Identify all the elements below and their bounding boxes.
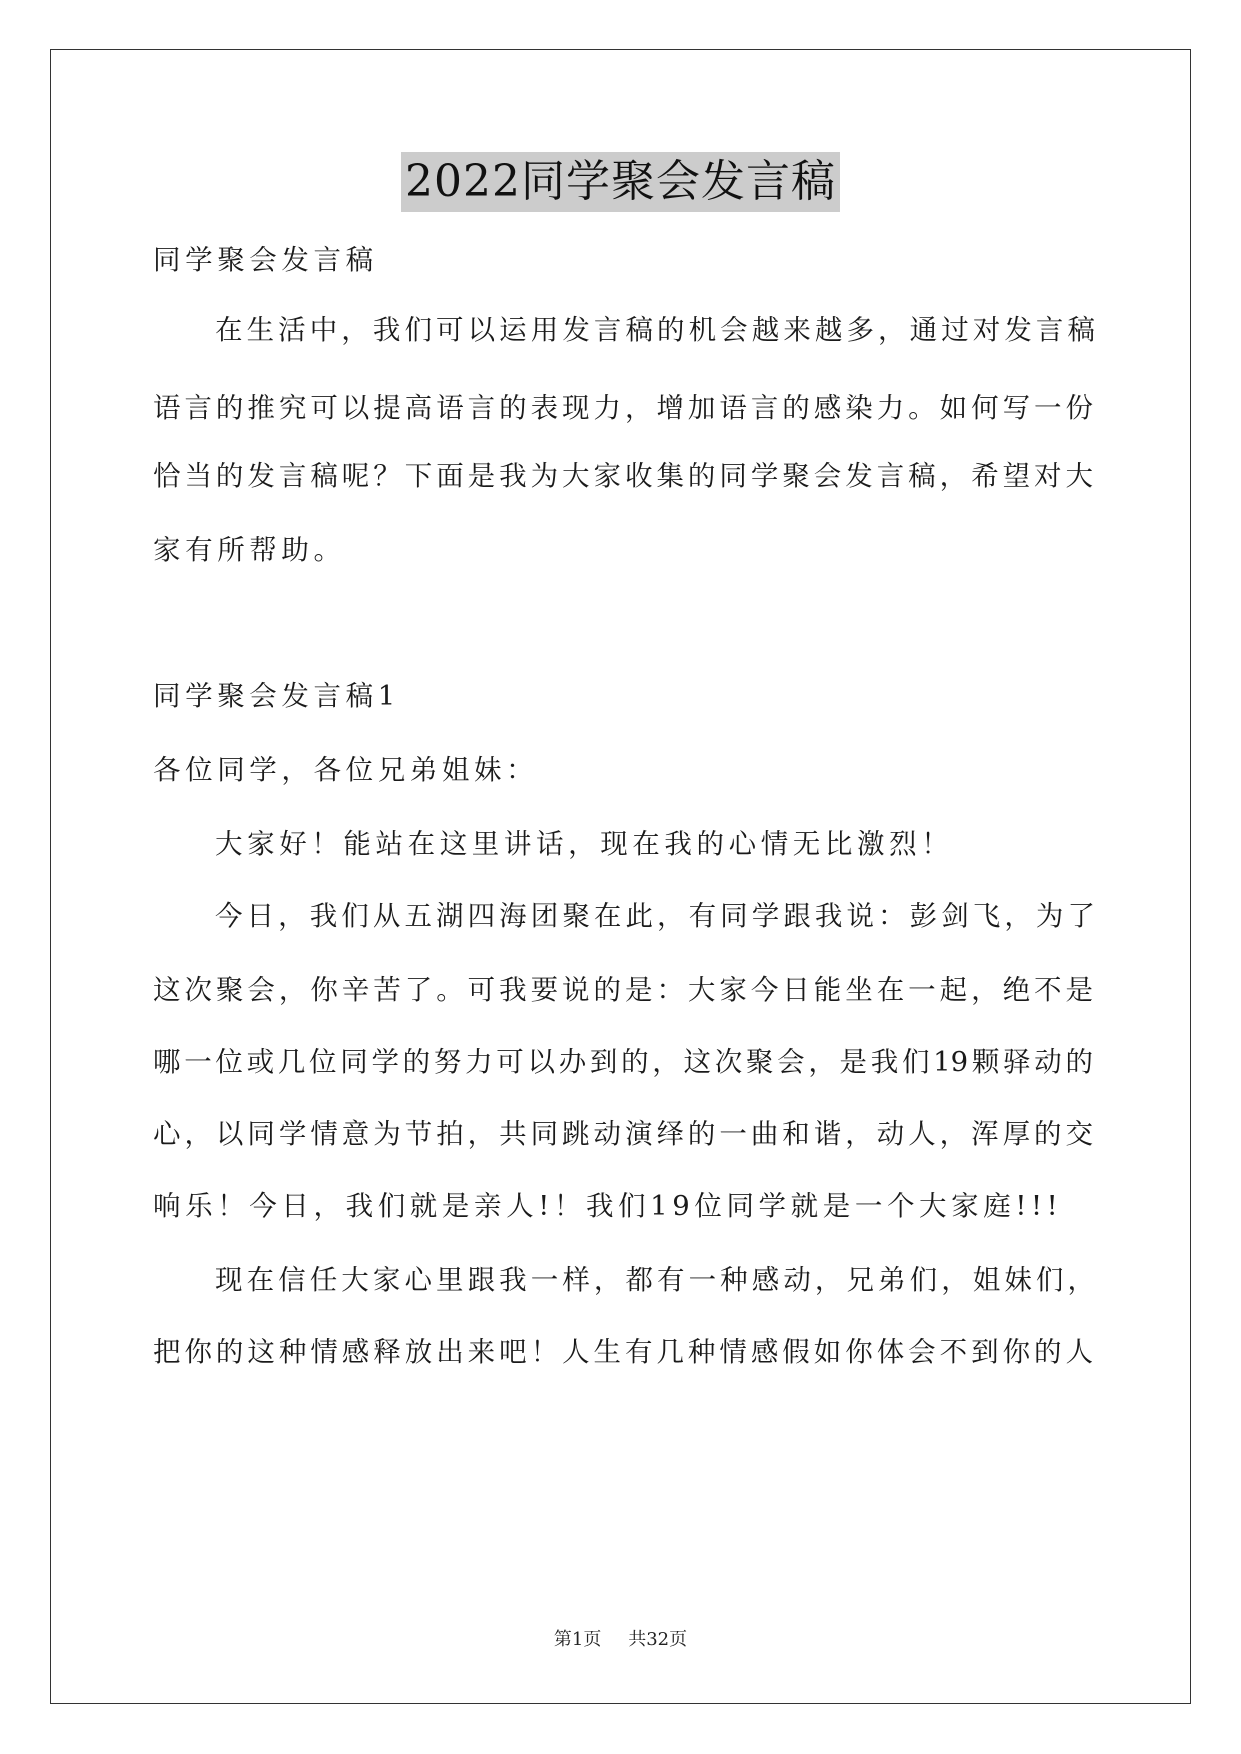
paragraph-line: 今日，我们从五湖四海团聚在此，有同学跟我说：彭剑飞，为了 (215, 900, 1095, 932)
page-footer (0, 1628, 1241, 1652)
paragraph-line: 恰当的发言稿呢？下面是我为大家收集的同学聚会发言稿，希望对大 (153, 460, 1093, 492)
title-container (0, 152, 1241, 212)
paragraph-line: 心，以同学情意为节拍，共同跳动演绎的一曲和谐，动人，浑厚的交 (153, 1118, 1093, 1150)
total-pages: 共32页 (628, 1629, 688, 1650)
paragraph-line: 语言的推究可以提高语言的表现力，增加语言的感染力。如何写一份 (153, 392, 1093, 424)
paragraph-line: 家有所帮助。 (153, 534, 346, 566)
section-heading: 同学聚会发言稿 (153, 244, 378, 276)
page-border (50, 49, 1191, 1704)
salutation: 各位同学，各位兄弟姐妹： (153, 754, 539, 786)
page-number: 第1页 (553, 1629, 602, 1650)
paragraph-line: 现在信任大家心里跟我一样，都有一种感动，兄弟们，姐妹们， (215, 1264, 1095, 1296)
paragraph-line: 响乐！今日，我们就是亲人!！我们19位同学就是一个大家庭!!! (153, 1190, 1063, 1222)
section-heading: 同学聚会发言稿1 (153, 680, 400, 712)
paragraph-line: 哪一位或几位同学的努力可以办到的，这次聚会，是我们19颗驿动的 (153, 1046, 1093, 1078)
paragraph-line: 在生活中，我们可以运用发言稿的机会越来越多，通过对发言稿 (215, 314, 1095, 346)
document-title: 2022同学聚会发言稿 (401, 152, 840, 212)
paragraph-line: 这次聚会，你辛苦了。可我要说的是：大家今日能坐在一起，绝不是 (153, 974, 1093, 1006)
paragraph-line: 把你的这种情感释放出来吧！人生有几种情感假如你体会不到你的人 (153, 1336, 1093, 1368)
paragraph-line: 大家好！能站在这里讲话，现在我的心情无比激烈！ (215, 828, 954, 860)
